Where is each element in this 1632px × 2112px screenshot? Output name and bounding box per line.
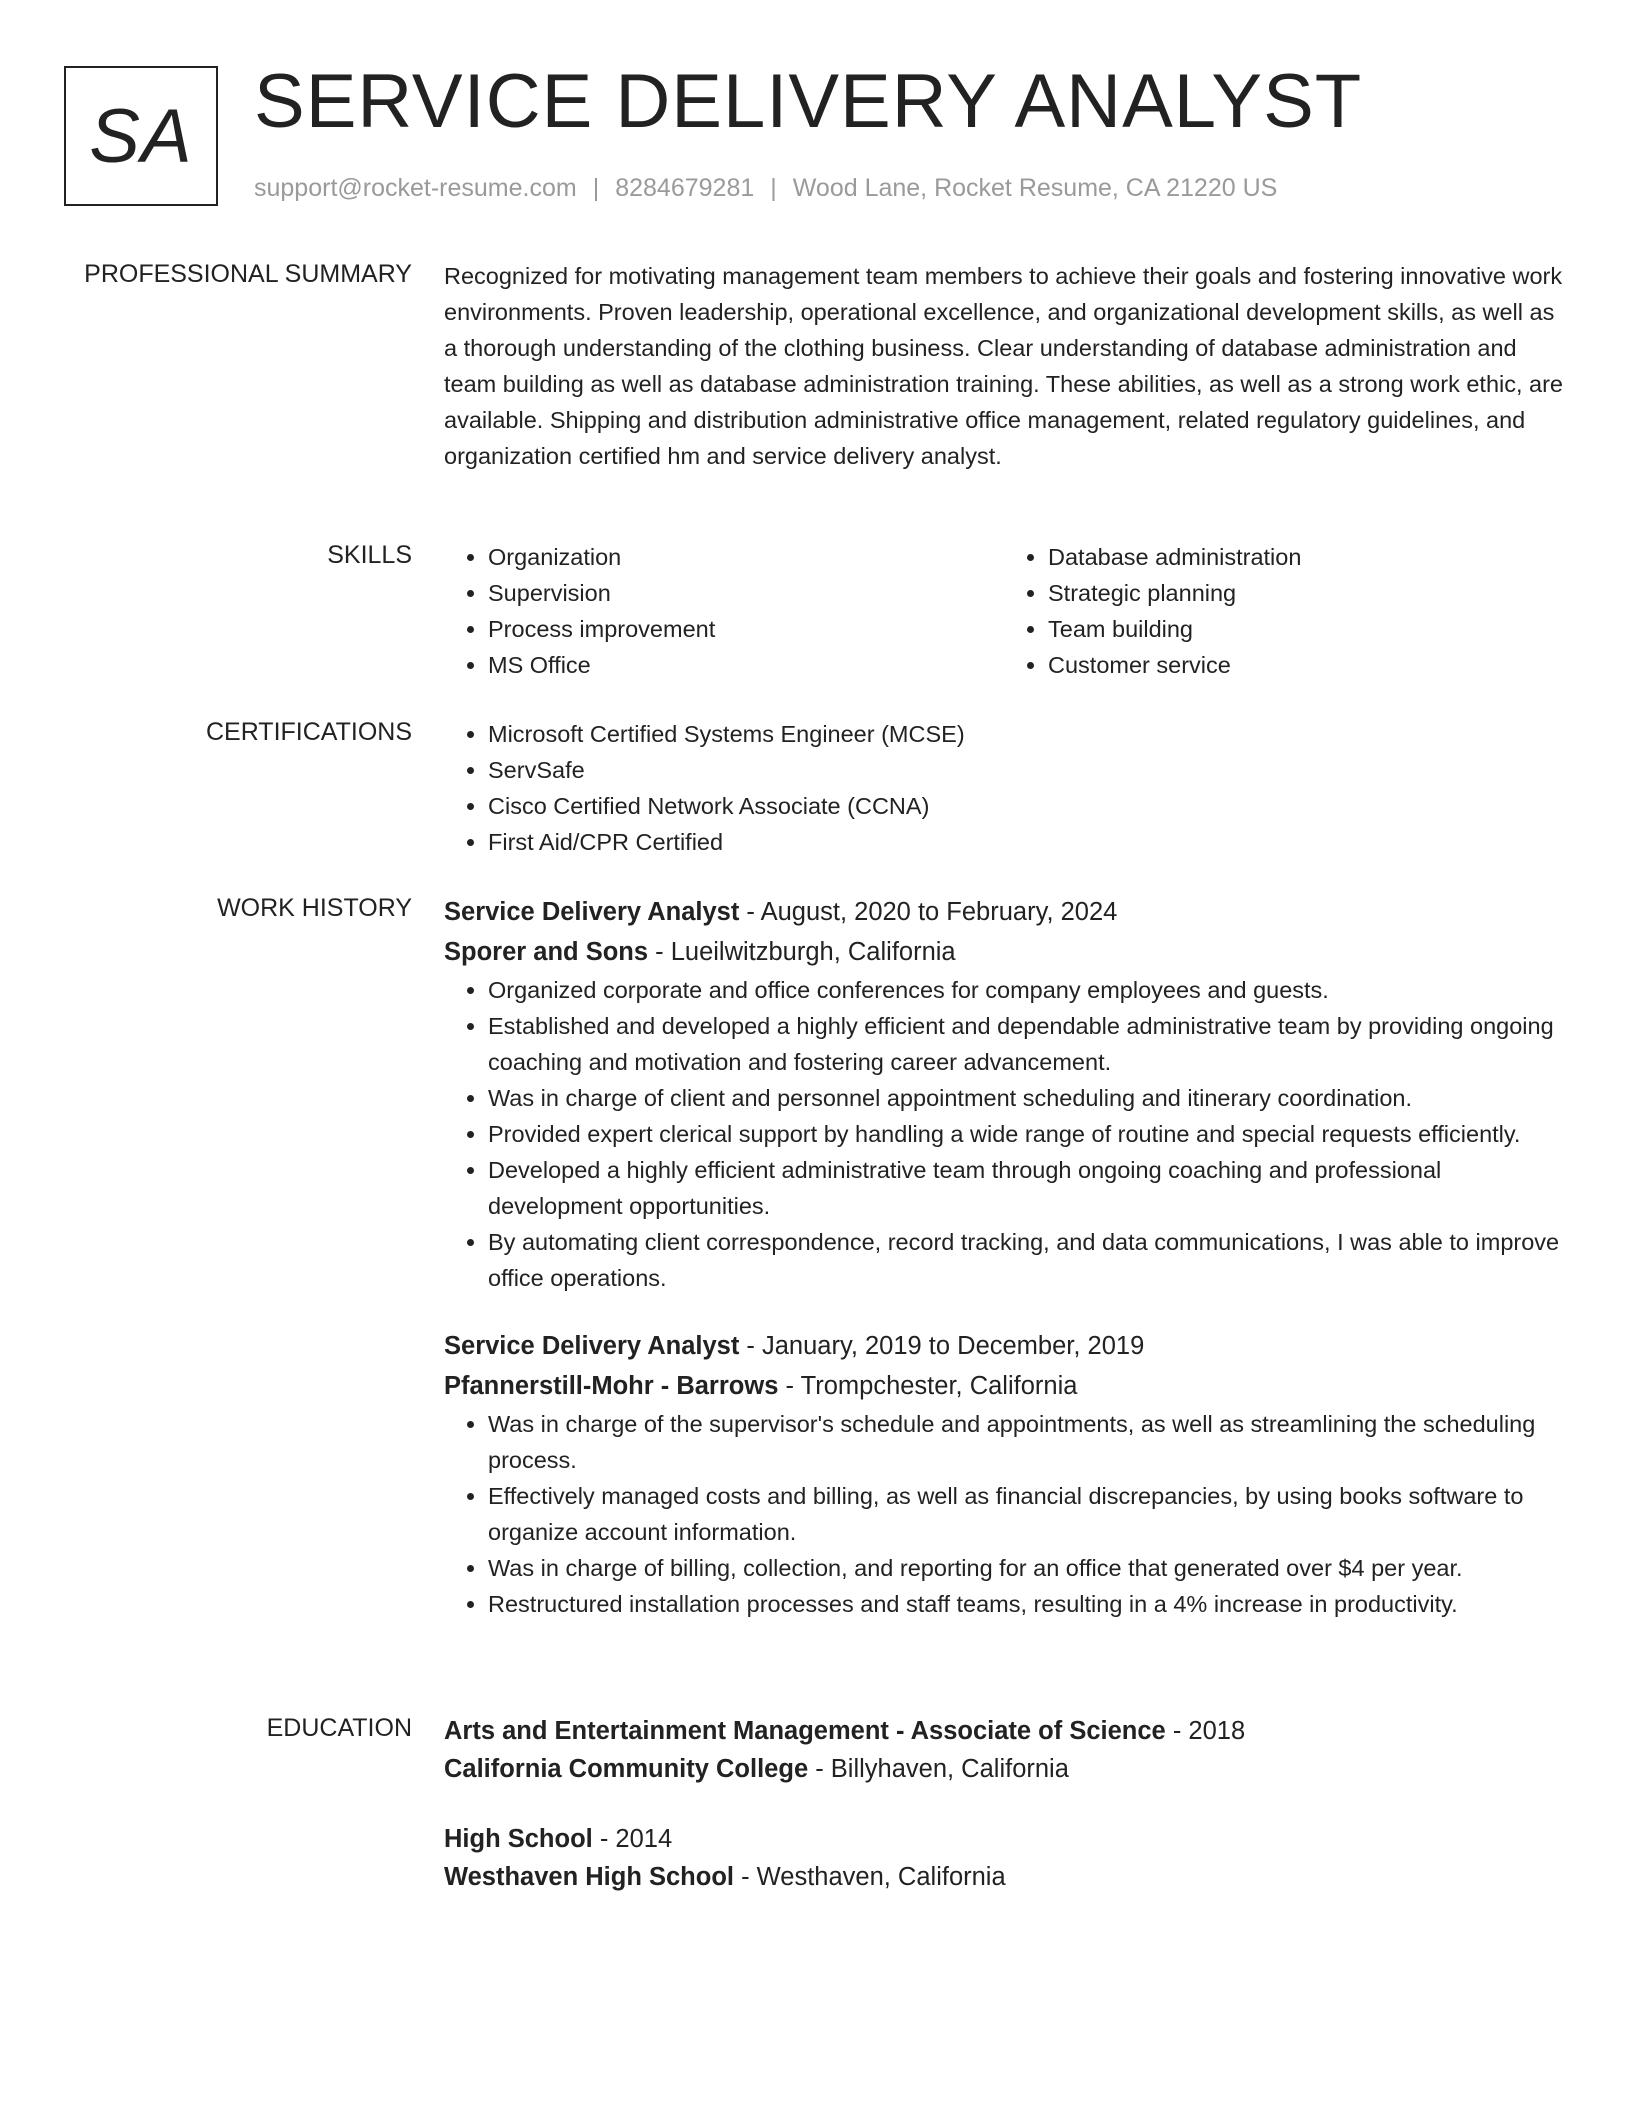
job-bullet: • Was in charge of billing, collection, and reporting for an office that generated over $4 per year. <box>488 1550 1564 1586</box>
education-degree-line <box>444 1820 1564 1858</box>
skill-item: • Supervision <box>488 575 1004 611</box>
job-bullet: • By automating client correspondence, record tracking, and data communications, I was able to improve office operations. <box>488 1224 1564 1296</box>
skill-item: • Team building <box>1048 611 1564 647</box>
skills-columns <box>444 539 1564 683</box>
job-company-line <box>444 1366 1564 1406</box>
job-bullet-list <box>444 972 1564 1296</box>
education-school-line <box>444 1750 1564 1788</box>
education-degree: High School <box>444 1825 593 1853</box>
contact-address: Wood Lane, Rocket Resume, CA 21220 US <box>792 174 1278 202</box>
contact-phone[interactable]: 8284679281 <box>615 174 755 202</box>
job-bullet: • Was in charge of the supervisor's schedule and appointments, as well as streamlining the scheduling process. <box>488 1406 1564 1478</box>
skill-item: • Customer service <box>1048 647 1564 683</box>
resume-title: SERVICE DELIVERY ANALYST <box>254 59 1363 144</box>
section-body <box>444 1712 1564 1896</box>
job-entry <box>444 892 1564 1296</box>
job-bullet: • Effectively managed costs and billing, as well as financial discrepancies, by using books software to organize account information. <box>488 1478 1564 1550</box>
section-body <box>444 892 1564 1622</box>
education-school-line <box>444 1858 1564 1896</box>
job-location: - Lueilwitzburgh, California <box>648 938 956 966</box>
job-title: Service Delivery Analyst <box>444 1332 740 1360</box>
job-bullet: • Developed a highly efficient administrative team through ongoing coaching and professional development opportunities. <box>488 1152 1564 1224</box>
job-company: Sporer and Sons <box>444 938 649 966</box>
section-label: PROFESSIONAL SUMMARY <box>84 260 412 288</box>
job-company-line <box>444 932 1564 972</box>
section-body <box>444 258 1564 474</box>
education-degree: Arts and Entertainment Management - Associate of Science <box>444 1717 1166 1745</box>
education-year: - 2018 <box>1165 1717 1246 1745</box>
job-bullet: • Was in charge of client and personnel appointment scheduling and itinerary coordination. <box>488 1080 1564 1116</box>
job-bullet: • Established and developed a highly efficient and dependable administrative team by providing ongoing coaching and motivation and fostering career advancement. <box>488 1008 1564 1080</box>
skill-item: • Strategic planning <box>1048 575 1564 611</box>
education-location: - Billyhaven, California <box>808 1755 1069 1783</box>
summary-text: Recognized for motivating management team members to achieve their goals and fostering innovative work environments. Proven leadership, operational excellence, and organizational development skills, as well as a thorough understanding of the clothing business. Clear understanding of database administration and team building as well as database administration training. These abilities, as well as a strong work ethic, are available. Shipping and distribution administrative office management, related regulatory guidelines, and organization certified hm and service delivery analyst. <box>444 263 1564 469</box>
job-dates: - August, 2020 to February, 2024 <box>739 898 1118 926</box>
skill-item: • Process improvement <box>488 611 1004 647</box>
section-label: SKILLS <box>327 541 412 569</box>
contact-email[interactable]: support@rocket-resume.com <box>254 174 577 202</box>
education-location: - Westhaven, California <box>734 1863 1006 1891</box>
job-bullet-list <box>444 1406 1564 1622</box>
skill-item: • MS Office <box>488 647 1004 683</box>
job-title: Service Delivery Analyst <box>444 898 740 926</box>
certifications-list <box>444 716 1564 860</box>
education-school: California Community College <box>444 1755 809 1783</box>
certification-item: • First Aid/CPR Certified <box>488 824 1564 860</box>
section-body <box>444 716 1564 860</box>
education-school: Westhaven High School <box>444 1863 734 1891</box>
certification-item: • Microsoft Certified Systems Engineer (MCSE) <box>488 716 1564 752</box>
skills-list-left <box>444 539 1004 683</box>
job-company: Pfannerstill-Mohr - Barrows <box>444 1372 779 1400</box>
certification-item: • Cisco Certified Network Associate (CCNA) <box>488 788 1564 824</box>
contact-separator: | <box>770 174 777 202</box>
job-bullet: • Restructured installation processes and staff teams, resulting in a 4% increase in productivity. <box>488 1586 1564 1622</box>
job-title-line <box>444 892 1564 932</box>
section-label: CERTIFICATIONS <box>205 718 412 746</box>
job-entry <box>444 1326 1564 1622</box>
job-bullet: • Provided expert clerical support by handling a wide range of routine and special requests efficiently. <box>488 1116 1564 1152</box>
education-year: - 2014 <box>592 1825 673 1853</box>
skill-item: • Organization <box>488 539 1004 575</box>
section-label: WORK HISTORY <box>217 894 412 922</box>
contact-line <box>254 174 1277 203</box>
resume-header <box>64 59 1564 211</box>
job-title-line <box>444 1326 1564 1366</box>
education-entry <box>444 1712 1564 1788</box>
job-dates: - January, 2019 to December, 2019 <box>739 1332 1145 1360</box>
section-label: EDUCATION <box>266 1714 412 1742</box>
contact-separator: | <box>592 174 600 202</box>
monogram-logo: SA <box>64 66 218 206</box>
skill-item: • Database administration <box>1048 539 1564 575</box>
skills-list-right <box>1004 539 1564 683</box>
certification-item: • ServSafe <box>488 752 1564 788</box>
education-entry <box>444 1820 1564 1896</box>
job-location: - Trompchester, California <box>778 1372 1078 1400</box>
job-bullet: • Organized corporate and office conferences for company employees and guests. <box>488 972 1564 1008</box>
education-degree-line <box>444 1712 1564 1750</box>
